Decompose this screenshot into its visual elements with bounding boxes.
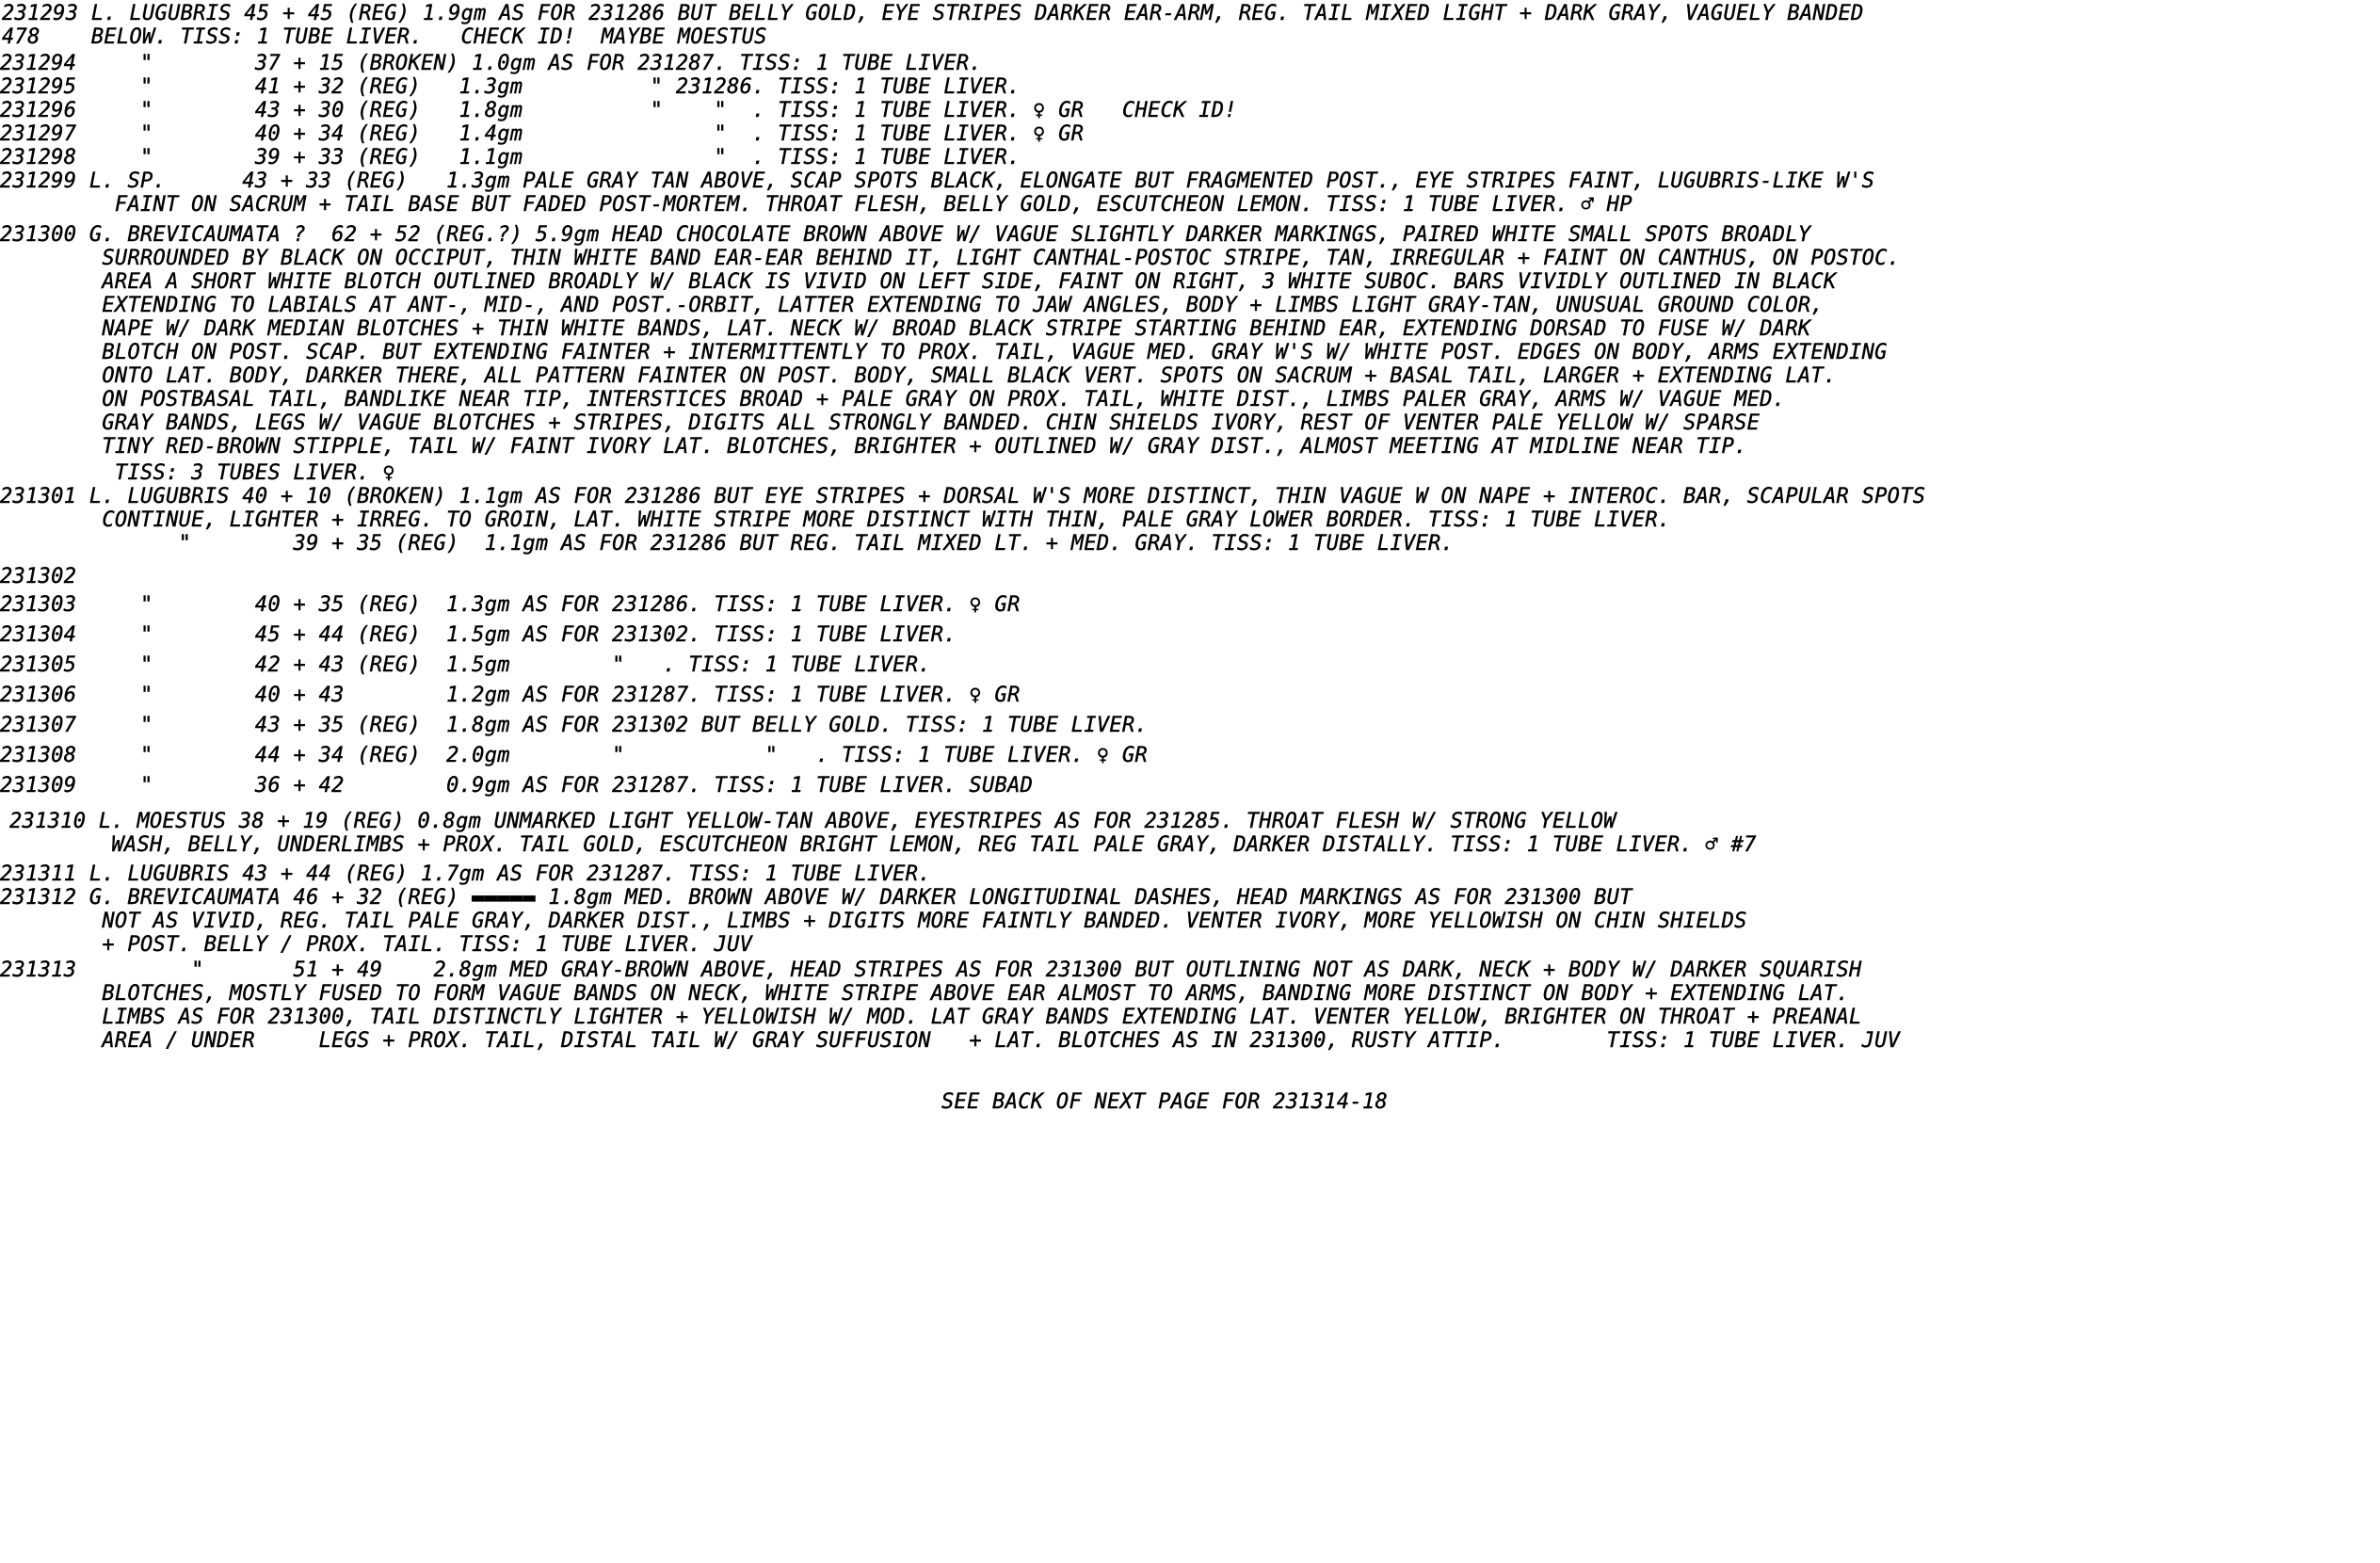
entry-231300-line-8: ON POSTBASAL TAIL, BANDLIKE NEAR TIP, INTERSTICES BROAD + PALE GRAY ON PROX. TAIL, WHITE DIST., LIMBS PALER GRAY, ARMS W/ VAGUE MED. [0, 388, 1786, 411]
entry-231301-line-3: " 39 + 35 (REG) 1.1gm AS FOR 231286 BUT REG. TAIL MIXED LT. + MED. GRAY. TISS: 1 TUBE LIVER. [0, 532, 1455, 556]
entry-231300-line-4: EXTENDING TO LABIALS AT ANT-, MID-, AND POST.-ORBIT, LATTER EXTENDING TO JAW ANGLES, BODY + LIMBS LIGHT GRAY-TAN, UNUSUAL GROUND COLOR, [0, 294, 1824, 317]
entry-231301-line-2: CONTINUE, LIGHTER + IRREG. TO GROIN, LAT. WHITE STRIPE MORE DISTINCT WITH THIN, PALE GRAY LOWER BORDER. TISS: 1 TUBE LIVER. [0, 508, 1671, 532]
entry-231312-line-2: NOT AS VIVID, REG. TAIL PALE GRAY, DARKER DIST., LIMBS + DIGITS MORE FAINTLY BANDED. VENTER IVORY, MORE YELLOWISH ON CHIN SHIELDS [0, 910, 1747, 933]
entry-231300-line-5: NAPE W/ DARK MEDIAN BLOTCHES + THIN WHITE BANDS, LAT. NECK W/ BROAD BLACK STRIPE STARTING BEHIND EAR, EXTENDING DORSAD TO FUSE W/ DARK [0, 317, 1811, 341]
entry-231299-line-2: FAINT ON SACRUM + TAIL BASE BUT FADED POST-MORTEM. THROAT FLESH, BELLY GOLD, ESCUTCHEON LEMON. TISS: 1 TUBE LIVER. ♂ HP [0, 193, 1632, 217]
entry-231307: 231307 " 43 + 35 (REG) 1.8gm AS FOR 231302 BUT BELLY GOLD. TISS: 1 TUBE LIVER. [0, 714, 1149, 737]
entry-231306: 231306 " 40 + 43 1.2gm AS FOR 231287. TISS: 1 TUBE LIVER. ♀ GR [0, 684, 1021, 707]
entry-231293-line-1: 231293 L. LUGUBRIS 45 + 45 (REG) 1.9gm AS FOR 231286 BUT BELLY GOLD, EYE STRIPES DARKER EAR-ARM, REG. TAIL MIXED LIGHT + DARK GRAY, VAGUELY BANDED [2, 2, 1864, 25]
entry-231302: 231302 [0, 565, 77, 588]
entry-231299-line-1: 231299 L. SP. 43 + 33 (REG) 1.3gm PALE GRAY TAN ABOVE, SCAP SPOTS BLACK, ELONGATE BUT FRAGMENTED POST., EYE STRIPES FAINT, LUGUBRIS-LIKE W'S [0, 169, 1875, 193]
entry-231313-line-2: BLOTCHES, MOSTLY FUSED TO FORM VAGUE BANDS ON NECK, WHITE STRIPE ABOVE EAR ALMOST TO ARMS, BANDING MORE DISTINCT ON BODY + EXTENDING LAT. [0, 982, 1850, 1006]
entry-231304: 231304 " 45 + 44 (REG) 1.5gm AS FOR 231302. TISS: 1 TUBE LIVER. [0, 623, 957, 647]
entry-231301-line-1: 231301 L. LUGUBRIS 40 + 10 (BROKEN) 1.1gm AS FOR 231286 BUT EYE STRIPES + DORSAL W'S MORE DISTINCT, THIN VAGUE W ON NAPE + INTEROC. BAR, SCAPULAR SPOTS [0, 485, 1926, 508]
entry-231305: 231305 " 42 + 43 (REG) 1.5gm " . TISS: 1 TUBE LIVER. [0, 653, 931, 677]
entry-231300-line-10: TINY RED-BROWN STIPPLE, TAIL W/ FAINT IVORY LAT. BLOTCHES, BRIGHTER + OUTLINED W/ GRAY DIST., ALMOST MEETING AT MIDLINE NEAR TIP. [0, 435, 1747, 459]
entry-231308: 231308 " 44 + 34 (REG) 2.0gm " " . TISS: 1 TUBE LIVER. ♀ GR [0, 744, 1149, 767]
entry-231296: 231296 " 43 + 30 (REG) 1.8gm " " . TISS: 1 TUBE LIVER. ♀ GR CHECK ID! [0, 99, 1237, 122]
entry-231312-line-3: + POST. BELLY / PROX. TAIL. TISS: 1 TUBE LIVER. JUV [0, 933, 753, 957]
entry-231297: 231297 " 40 + 34 (REG) 1.4gm " . TISS: 1 TUBE LIVER. ♀ GR [0, 122, 1085, 146]
entry-231310-line-2: WASH, BELLY, UNDERLIMBS + PROX. TAIL GOLD, ESCUTCHEON BRIGHT LEMON, REG TAIL PALE GRAY, DARKER DISTALLY. TISS: 1 TUBE LIVER. ♂ #7 [9, 833, 1757, 857]
entry-231313-line-4: AREA / UNDER LEGS + PROX. TAIL, DISTAL TAIL W/ GRAY SUFFUSION + LAT. BLOTCHES AS IN 231300, RUSTY ATTIP. TISS: 1 TUBE LIVER. JUV [0, 1029, 1901, 1053]
entry-231313-line-1: 231313 " 51 + 49 2.8gm MED GRAY-BROWN ABOVE, HEAD STRIPES AS FOR 231300 BUT OUTLINING NOT AS DARK, NECK + BODY W/ DARKER SQUARISH [0, 959, 1862, 982]
entry-231300-line-3: AREA A SHORT WHITE BLOTCH OUTLINED BROADLY W/ BLACK IS VIVID ON LEFT SIDE, FAINT ON RIGHT, 3 WHITE SUBOC. BARS VIVIDLY OUTLINED IN BLACK [0, 270, 1837, 294]
entry-231310-line-1: 231310 L. MOESTUS 38 + 19 (REG) 0.8gm UNMARKED LIGHT YELLOW-TAN ABOVE, EYESTRIPES AS FOR 231285. THROAT FLESH W/ STRONG YELLOW [9, 810, 1616, 833]
entry-231298: 231298 " 39 + 33 (REG) 1.1gm " . TISS: 1 TUBE LIVER. [0, 146, 1021, 169]
entry-231300-line-9: GRAY BANDS, LEGS W/ VAGUE BLOTCHES + STRIPES, DIGITS ALL STRONGLY BANDED. CHIN SHIELDS IVORY, REST OF VENTER PALE YELLOW W/ SPARSE [0, 411, 1761, 435]
entry-231300-line-11: TISS: 3 TUBES LIVER. ♀ [0, 461, 395, 485]
entry-231294: 231294 " 37 + 15 (BROKEN) 1.0gm AS FOR 231287. TISS: 1 TUBE LIVER. [0, 52, 982, 75]
entry-231303: 231303 " 40 + 35 (REG) 1.3gm AS FOR 231286. TISS: 1 TUBE LIVER. ♀ GR [0, 593, 1021, 617]
entry-231313-line-3: LIMBS AS FOR 231300, TAIL DISTINCTLY LIGHTER + YELLOWISH W/ MOD. LAT GRAY BANDS EXTENDING LAT. VENTER YELLOW, BRIGHTER ON THROAT + PREANAL [0, 1006, 1862, 1029]
entry-231309: 231309 " 36 + 42 0.9gm AS FOR 231287. TISS: 1 TUBE LIVER. SUBAD [0, 774, 1034, 798]
entry-231300-line-6: BLOTCH ON POST. SCAP. BUT EXTENDING FAINTER + INTERMITTENTLY TO PROX. TAIL, VAGUE MED. GRAY W'S W/ WHITE POST. EDGES ON BODY, ARMS EXTENDING [0, 341, 1888, 364]
entry-231300-line-1: 231300 G. BREVICAUMATA ? 62 + 52 (REG.?) 5.9gm HEAD CHOCOLATE BROWN ABOVE W/ VAGUE SLIGHTLY DARKER MARKINGS, PAIRED WHITE SMALL SPOTS BROADLY [0, 223, 1811, 247]
entry-231300-line-2: SURROUNDED BY BLACK ON OCCIPUT, THIN WHITE BAND EAR-EAR BEHIND IT, LIGHT CANTHAL-POSTOC STRIPE, TAN, IRREGULAR + FAINT ON CANTHUS, ON POSTOC. [0, 247, 1901, 270]
entry-231312-line-1: 231312 G. BREVICAUMATA 46 + 32 (REG) ▬▬▬▬▬ 1.8gm MED. BROWN ABOVE W/ DARKER LONGITUDINAL DASHES, HEAD MARKINGS AS FOR 231300 BUT [0, 886, 1632, 910]
entry-231311: 231311 L. LUGUBRIS 43 + 44 (REG) 1.7gm AS FOR 231287. TISS: 1 TUBE LIVER. [0, 862, 931, 886]
entry-231295: 231295 " 41 + 32 (REG) 1.3gm " 231286. TISS: 1 TUBE LIVER. [0, 75, 1021, 99]
entry-231300-line-7: ONTO LAT. BODY, DARKER THERE, ALL PATTERN FAINTER ON POST. BODY, SMALL BLACK VERT. SPOTS ON SACRUM + BASAL TAIL, LARGER + EXTENDING LAT. [0, 364, 1837, 388]
entry-231293-line-2: 478 BELOW. TISS: 1 TUBE LIVER. CHECK ID! MAYBE MOESTUS [2, 25, 767, 49]
footer-note: SEE BACK OF NEXT PAGE FOR 231314-18 [941, 1090, 1389, 1114]
